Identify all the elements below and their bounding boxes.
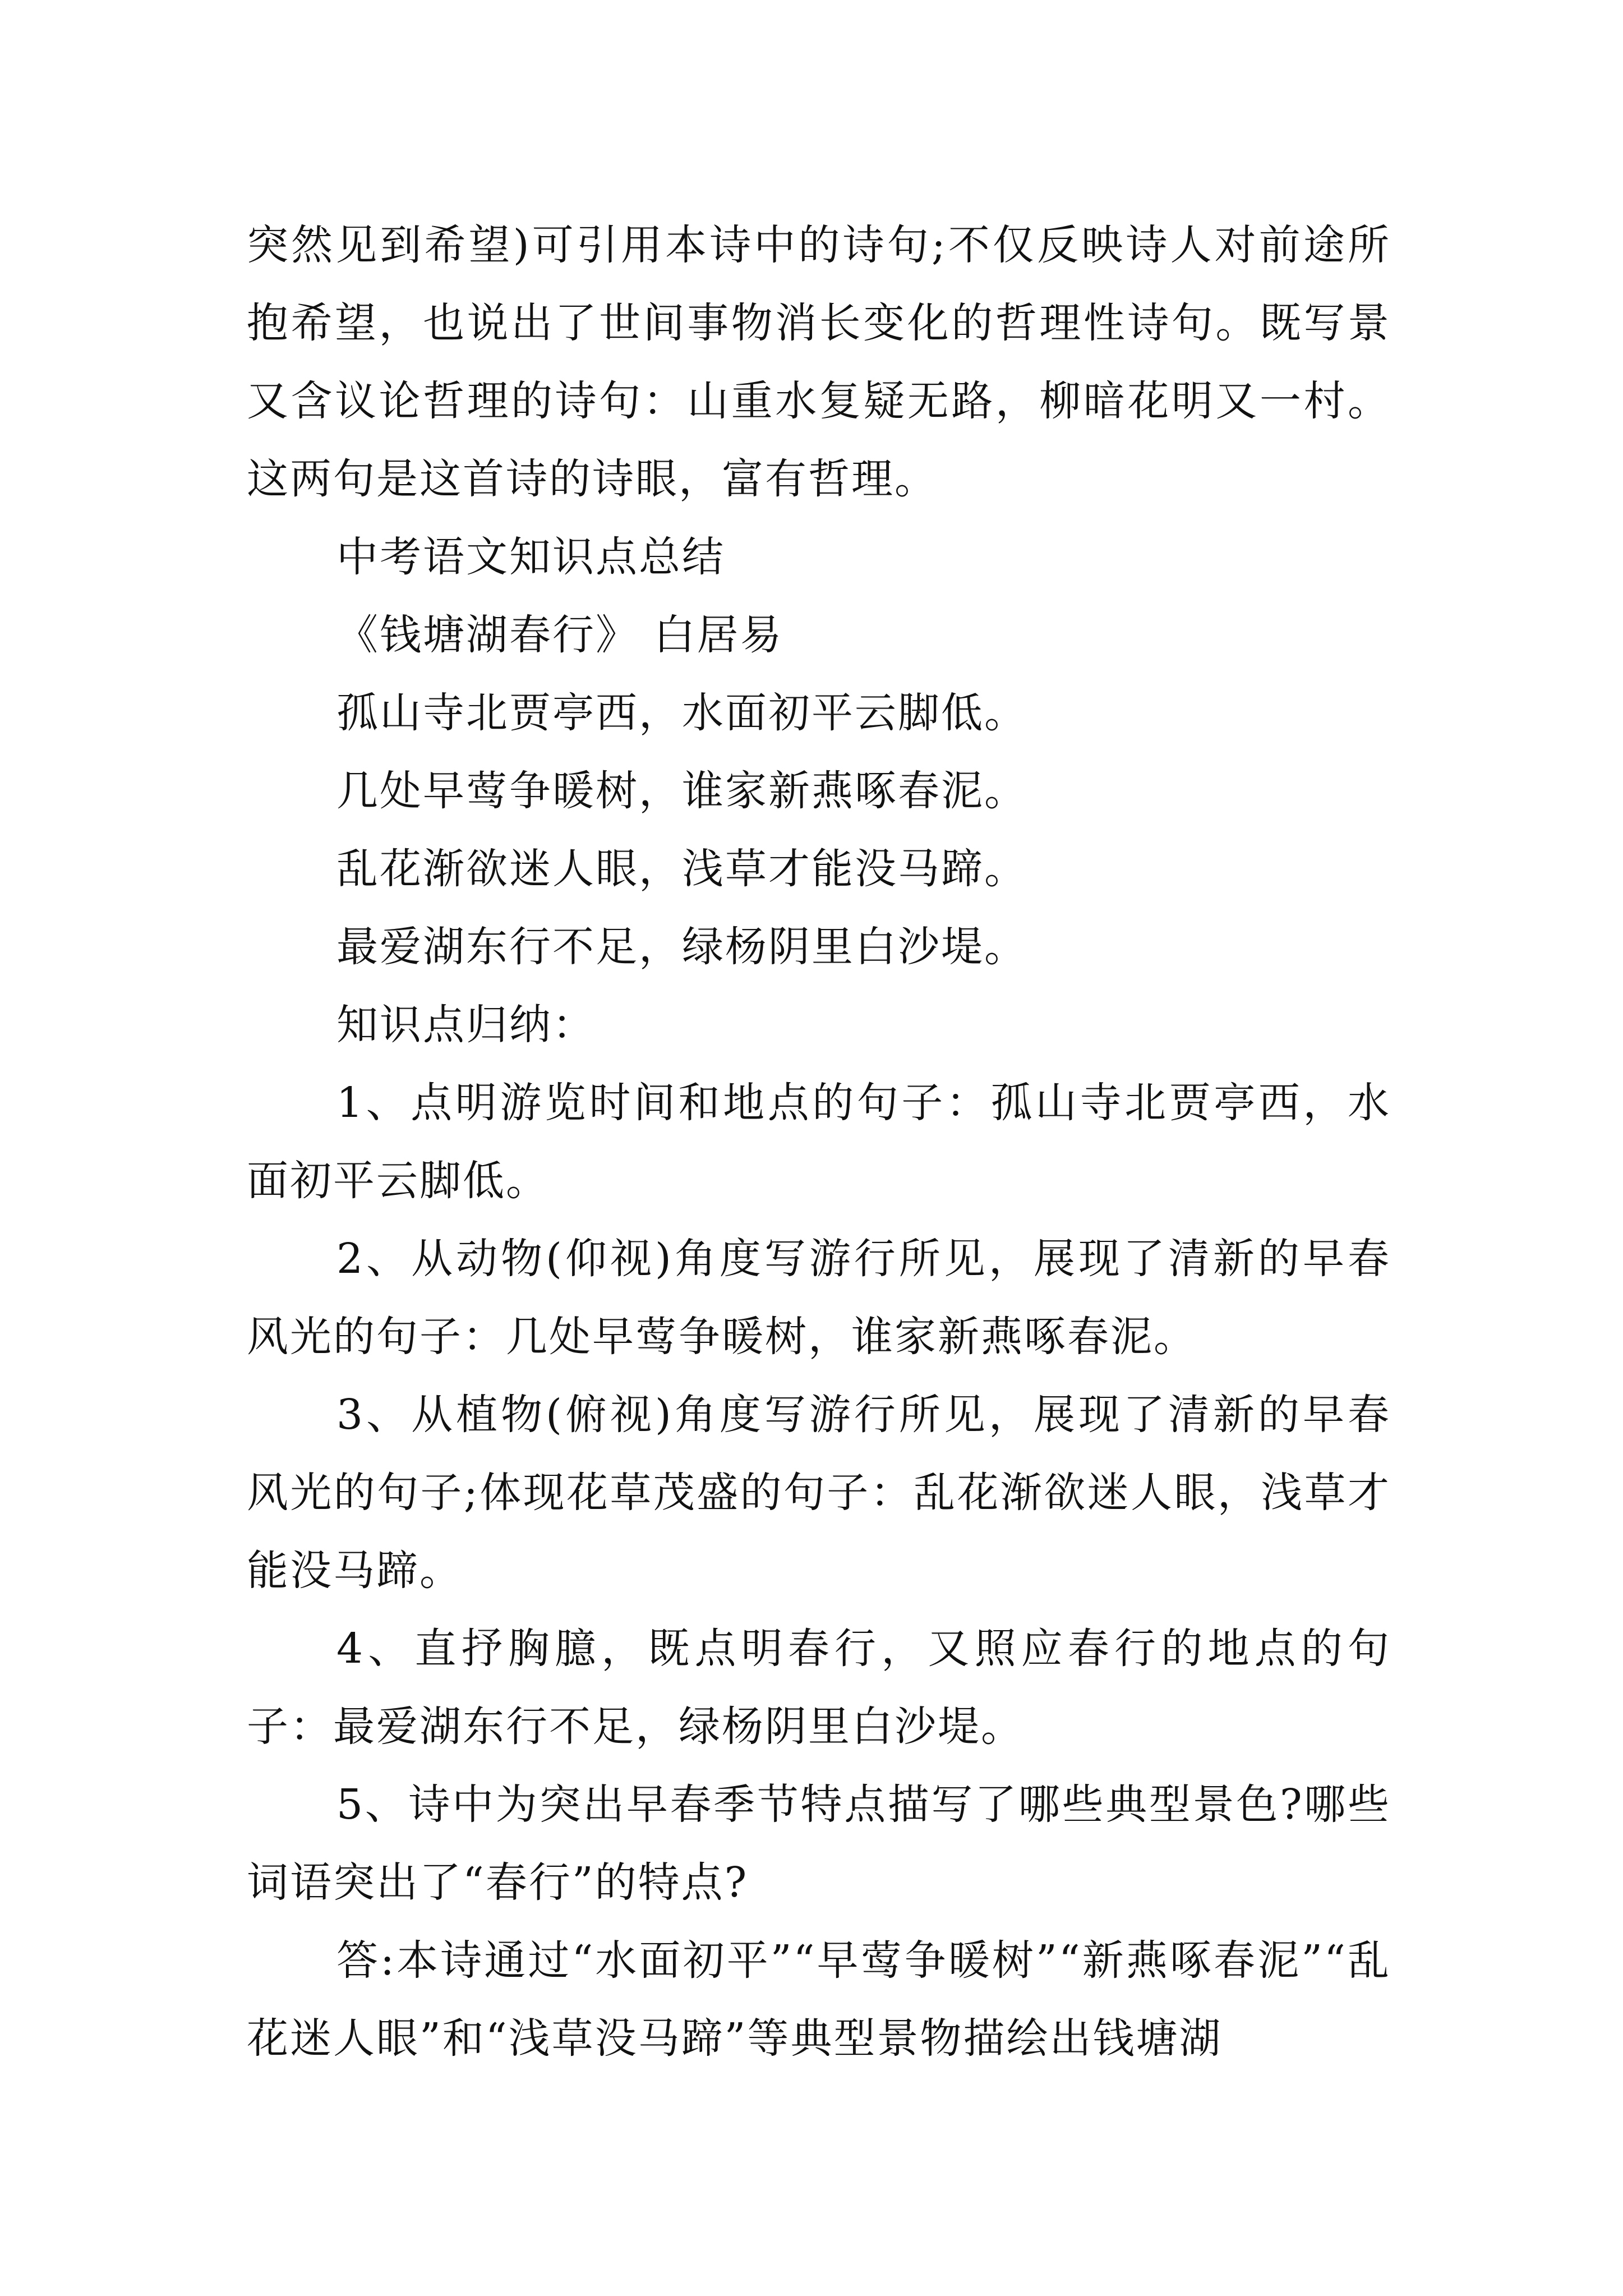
knowledge-point: 2、从动物(仰视)角度写游行所见，展现了清新的早春风光的句子：几处早莺争暖树，谁家新燕啄春泥。 [247,1235,1391,1361]
knowledge-point: 3、从植物(俯视)角度写游行所见，展现了清新的早春风光的句子;体现花草茂盛的句子：乱花渐欲迷人眼，浅草才能没马蹄。 [247,1391,1391,1595]
poem-line: 乱花渐欲迷人眼，浅草才能没马蹄。 [336,845,1027,893]
knowledge-point: 1、点明游览时间和地点的句子：孤山寺北贾亭西，水面初平云脚低。 [247,1079,1391,1205]
poem-line: 几处早莺争暖树，谁家新燕啄春泥。 [336,767,1027,815]
paragraph: 突然见到希望)可引用本诗中的诗句;不仅反映诗人对前途所抱希望，也说出了世间事物消长变化的哲理性诗句。既写景又含议论哲理的诗句：山重水复疑无路，柳暗花明又一村。这两句是这首诗的诗眼，富有哲理。 [247,221,1391,503]
summary-heading: 知识点归纳： [336,1001,596,1049]
poem-line: 最爱湖东行不足，绿杨阴里白沙堤。 [336,923,1027,971]
section-heading: 中考语文知识点总结 [336,533,725,581]
poem-line: 孤山寺北贾亭西，水面初平云脚低。 [336,689,1027,737]
answer-paragraph: 答:本诗通过“水面初平”“早莺争暖树”“新燕啄春泥”“乱花迷人眼”和“浅草没马蹄”等典型景物描绘出钱塘湖 [247,1936,1391,2063]
document-body [247,206,1391,2078]
poem-title: 《钱塘湖春行》 白居易 [336,611,783,659]
knowledge-point: 4、直抒胸臆，既点明春行，又照应春行的地点的句子：最爱湖东行不足，绿杨阴里白沙堤。 [247,1625,1391,1751]
knowledge-point: 5、诗中为突出早春季节特点描写了哪些典型景色?哪些词语突出了“春行”的特点? [247,1780,1391,1907]
